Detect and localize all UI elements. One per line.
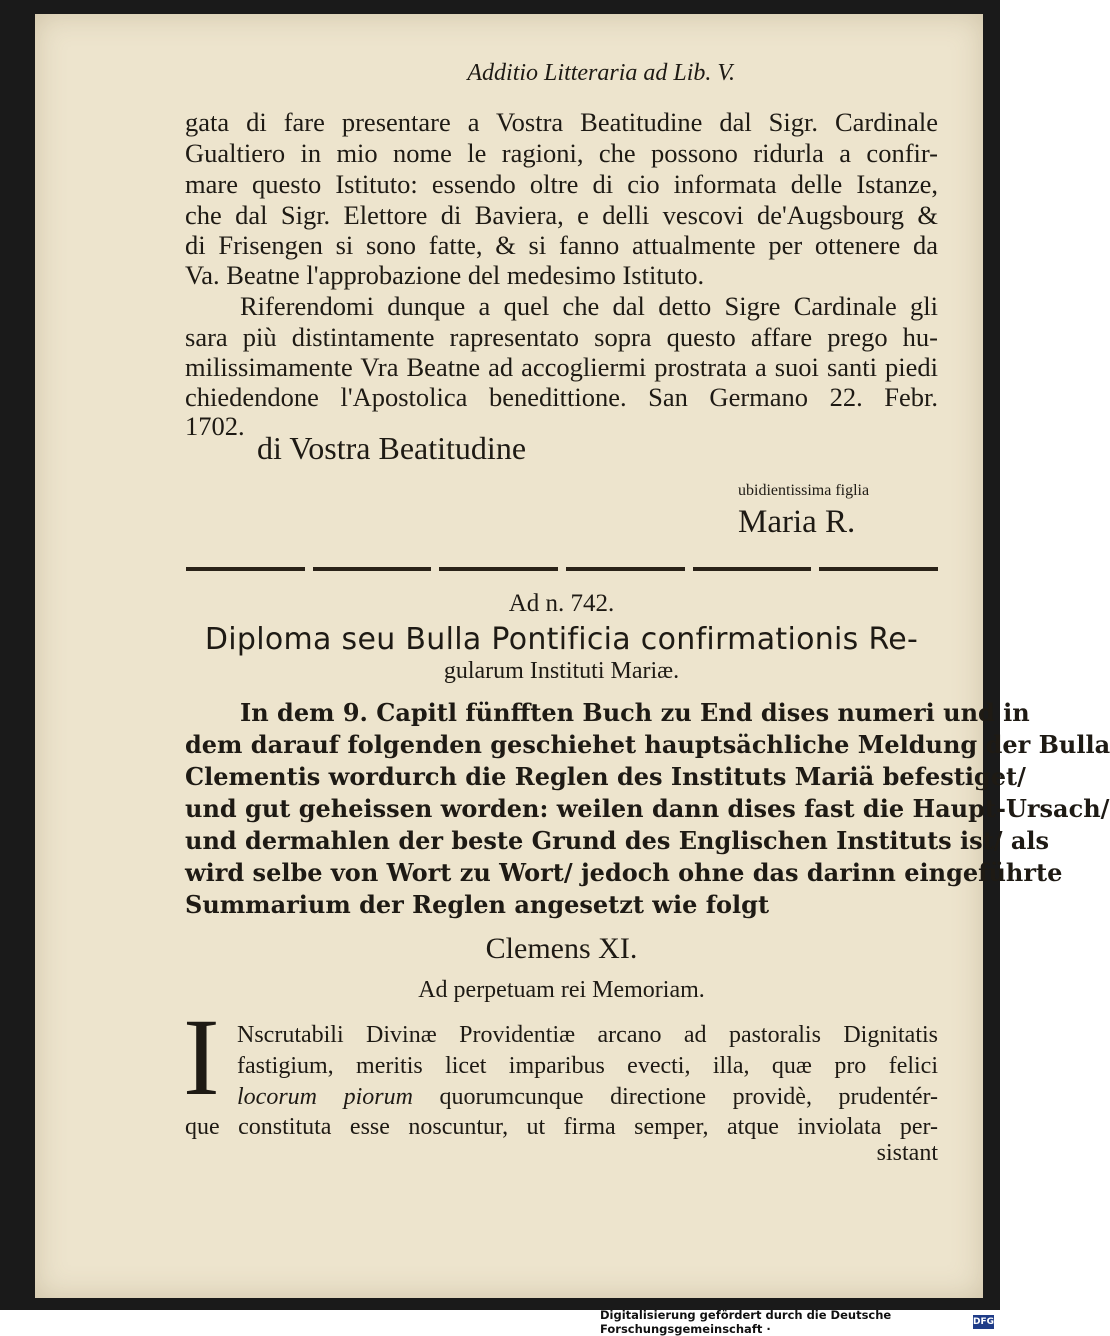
german-line: In dem 9. Capitl fünfften Buch zu End dises numeri und in [240, 698, 1030, 727]
latin-line [237, 1082, 938, 1112]
paragraph-line: chiedendone l'Apostolica benedittione. San Germano 22. Febr. [185, 382, 938, 412]
german-line: Clementis wordurch die Reglen des Instituts Mariä befestiget/ [185, 762, 1026, 791]
letter-line: che dal Sigr. Elettore di Baviera, e delli vescovi de'Augsbourg & [185, 200, 938, 230]
bull-heading: Clemens XI. [485, 932, 638, 965]
letter-line: mare questo Istituto: essendo oltre di cio informata delle Istanze, [185, 169, 938, 199]
german-line: und dermahlen der beste Grund des Englischen Instituts ist/ als [185, 826, 1050, 855]
latin-line: sistant [876, 1140, 938, 1166]
latin-line: que constituta esse noscuntur, ut firma semper, atque inviolata per- [185, 1114, 938, 1140]
digitization-footer [600, 1308, 994, 1336]
letter-closing: di Vostra Beatitudine [257, 430, 527, 466]
paragraph-line: 1702. [185, 411, 245, 441]
section-divider [186, 567, 938, 571]
paragraph-line: Riferendomi dunque a quel che dal detto Sigre Cardinale gli [240, 291, 938, 321]
book-page [35, 14, 1110, 1298]
bull-subheading: Ad perpetuam rei Memoriam. [418, 977, 705, 1003]
letter-line: Va. Beatne l'approbazione del medesimo Istituto. [185, 260, 705, 290]
paragraph-line: sara più distintamente rapresentato sopra questo affare prego hu- [185, 322, 938, 352]
signature-label: ubidientissima figlia [738, 482, 870, 499]
german-line: dem darauf folgenden geschiehet hauptsächliche Meldung der Bulla [185, 730, 1110, 759]
letter-line: Gualtiero in mio nome le ragioni, che possono ridurla a confir- [185, 138, 938, 168]
latin-line: fastigium, meritis licet imparibus evecti, illa, quæ pro felici [237, 1053, 938, 1079]
section-number: Ad n. 742. [508, 590, 615, 617]
german-line: Summarium der Reglen angesetzt wie folgt [185, 890, 770, 919]
signature: Maria R. [738, 504, 856, 540]
german-line: und gut geheissen worden: weilen dann dises fast die Haupt-Ursach/ [185, 794, 1110, 823]
german-line: wird selbe von Wort zu Wort/ jedoch ohne das darinn eingeführte [185, 858, 1063, 887]
letter-line: di Frisengen si sono fatte, & si fanno attualmente per ottenere da [185, 230, 938, 260]
latin-line: Nscrutabili Divinæ Providentiæ arcano ad pastoralis Dignitatis [237, 1022, 938, 1048]
paragraph-line: milissimamente Vra Beatne ad accogliermi prostrata a suoi santi piedi [185, 352, 938, 382]
running-header: Additio Litteraria ad Lib. V. [467, 60, 735, 86]
drop-cap: I [183, 996, 220, 1118]
footer-text: Digitalisierung gefördert durch die Deutsche Forschungsgemeinschaft · [600, 1308, 892, 1336]
latin-text: quorumcunque directione providè, prudentér- [412, 1084, 938, 1110]
section-title-cont: gularum Instituti Mariæ. [443, 658, 680, 684]
letter-line: gata di fare presentare a Vostra Beatitudine dal Sigr. Cardinale [185, 107, 938, 137]
dfg-logo: DFG [972, 1317, 994, 1327]
section-title: Diploma seu Bulla Pontificia confirmationis Re- [204, 622, 919, 657]
latin-italic-phrase: locorum piorum [237, 1084, 413, 1110]
